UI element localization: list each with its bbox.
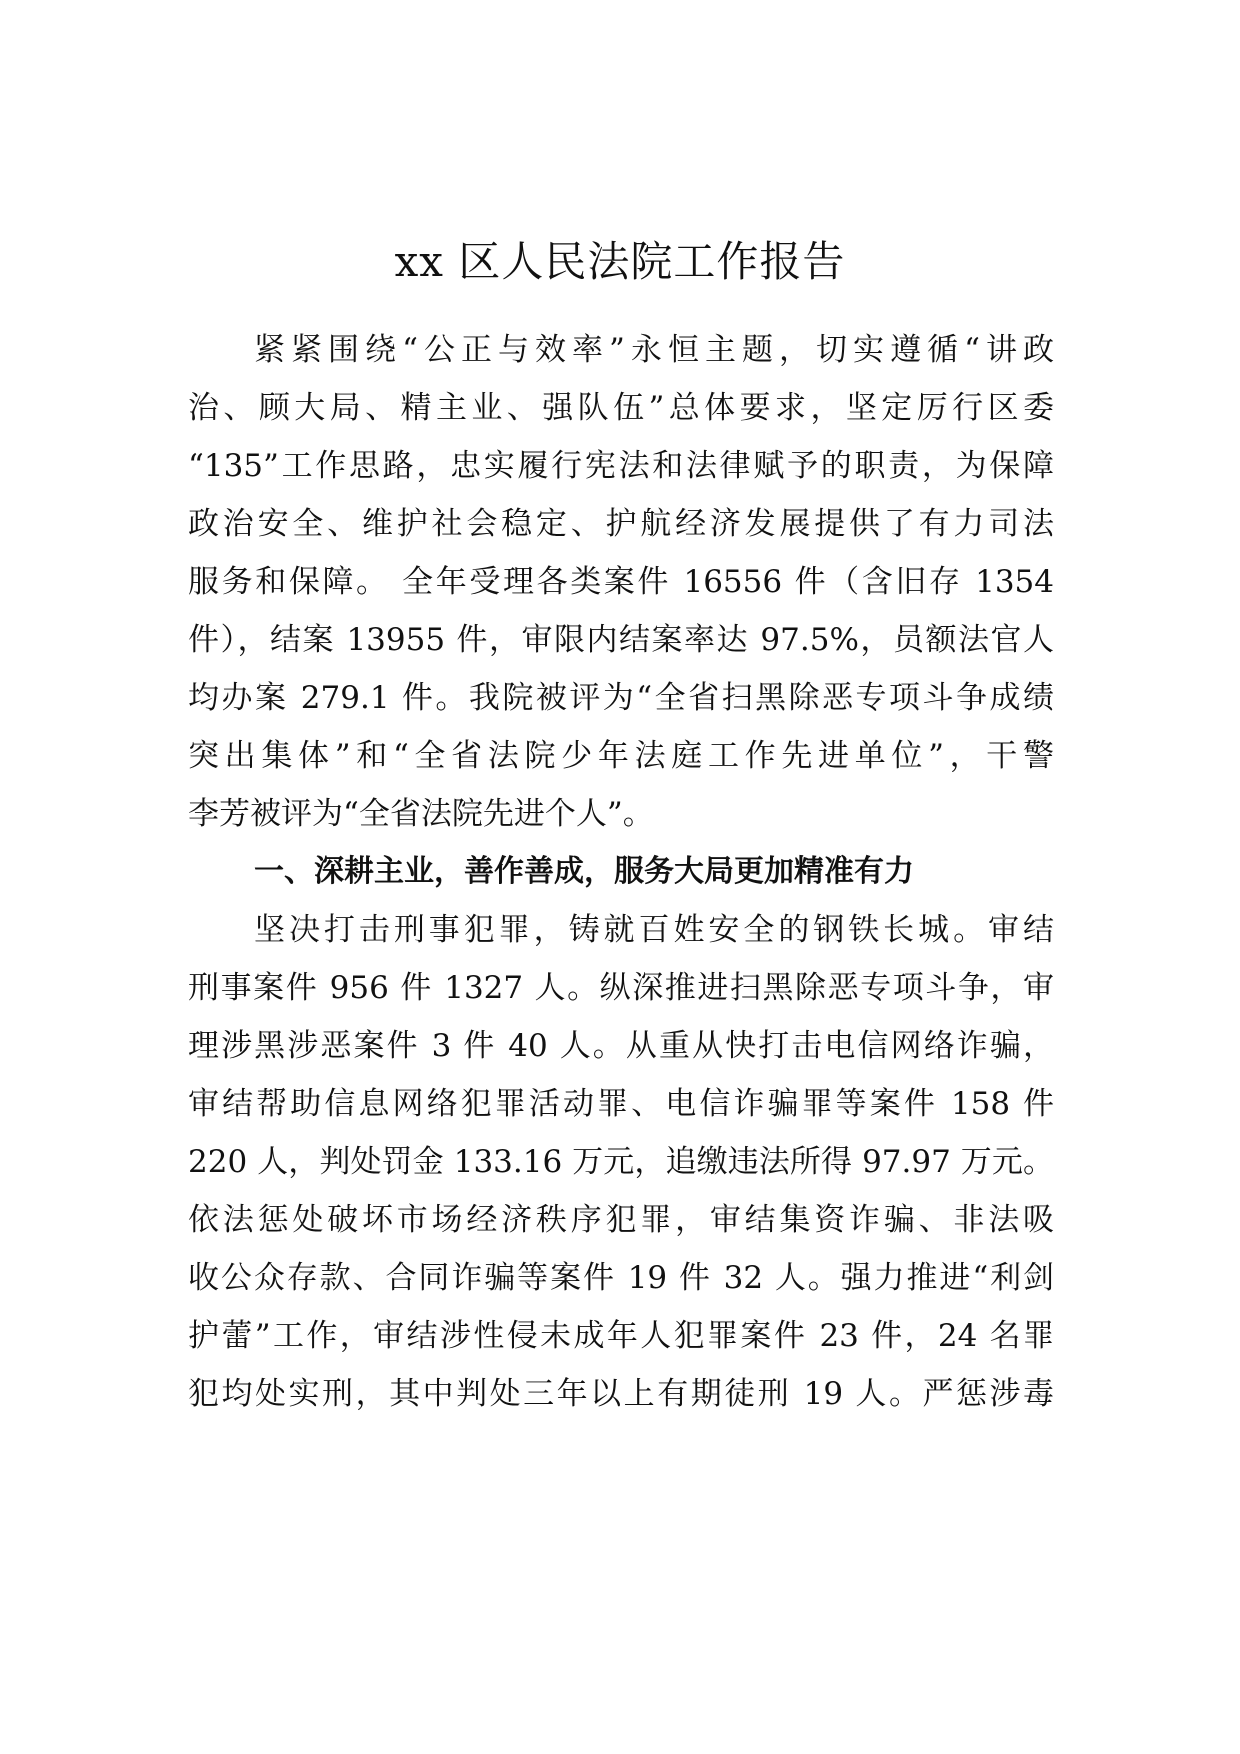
paragraph-line: 犯均处实刑，其中判处三年以上有期徒刑 19 人。严惩涉毒 [188,1376,1054,1412]
paragraph-line: 政治安全、维护社会稳定、护航经济发展提供了有力司法 [188,506,1054,542]
paragraph-line: 坚决打击刑事犯罪，铸就百姓安全的钢铁长城。审结 [254,912,1054,948]
paragraph-line: 刑事案件 956 件 1327 人。纵深推进扫黑除恶专项斗争，审 [188,970,1054,1006]
paragraph-line: 理涉黑涉恶案件 3 件 40 人。从重从快打击电信网络诈骗， [188,1028,1054,1064]
paragraph-line: 突出集体”和“全省法院少年法庭工作先进单位”，干警 [188,738,1054,774]
paragraph-line: 220 人，判处罚金 133.16 万元，追缴违法所得 97.97 万元。 [188,1144,1054,1180]
paragraph-line: 治、顾大局、精主业、强队伍”总体要求，坚定厉行区委 [188,390,1054,426]
paragraph-line: 审结帮助信息网络犯罪活动罪、电信诈骗罪等案件 158 件 [188,1086,1054,1122]
document-title: xx 区人民法院工作报告 [394,237,846,286]
paragraph-line: “135”工作思路，忠实履行宪法和法律赋予的职责，为保障 [188,448,1054,484]
paragraph-line: 护蕾”工作，审结涉性侵未成年人犯罪案件 23 件，24 名罪 [188,1318,1054,1354]
paragraph-line: 服务和保障。 全年受理各类案件 16556 件（含旧存 1354 [188,564,1054,600]
paragraph-line: 紧紧围绕“公正与效率”永恒主题，切实遵循“讲政 [254,332,1054,368]
paragraph-line: 收公众存款、合同诈骗等案件 19 件 32 人。强力推进“利剑 [188,1260,1054,1296]
section-heading: 一、深耕主业，善作善成，服务大局更加精准有力 [254,854,914,889]
paragraph-line: 李芳被评为“全省法院先进个人”。 [188,796,654,832]
paragraph-line: 依法惩处破坏市场经济秩序犯罪，审结集资诈骗、非法吸 [188,1202,1054,1238]
paragraph-line: 件），结案 13955 件，审限内结案率达 97.5%，员额法官人 [188,622,1054,658]
paragraph-line: 均办案 279.1 件。我院被评为“全省扫黑除恶专项斗争成绩 [188,680,1054,716]
